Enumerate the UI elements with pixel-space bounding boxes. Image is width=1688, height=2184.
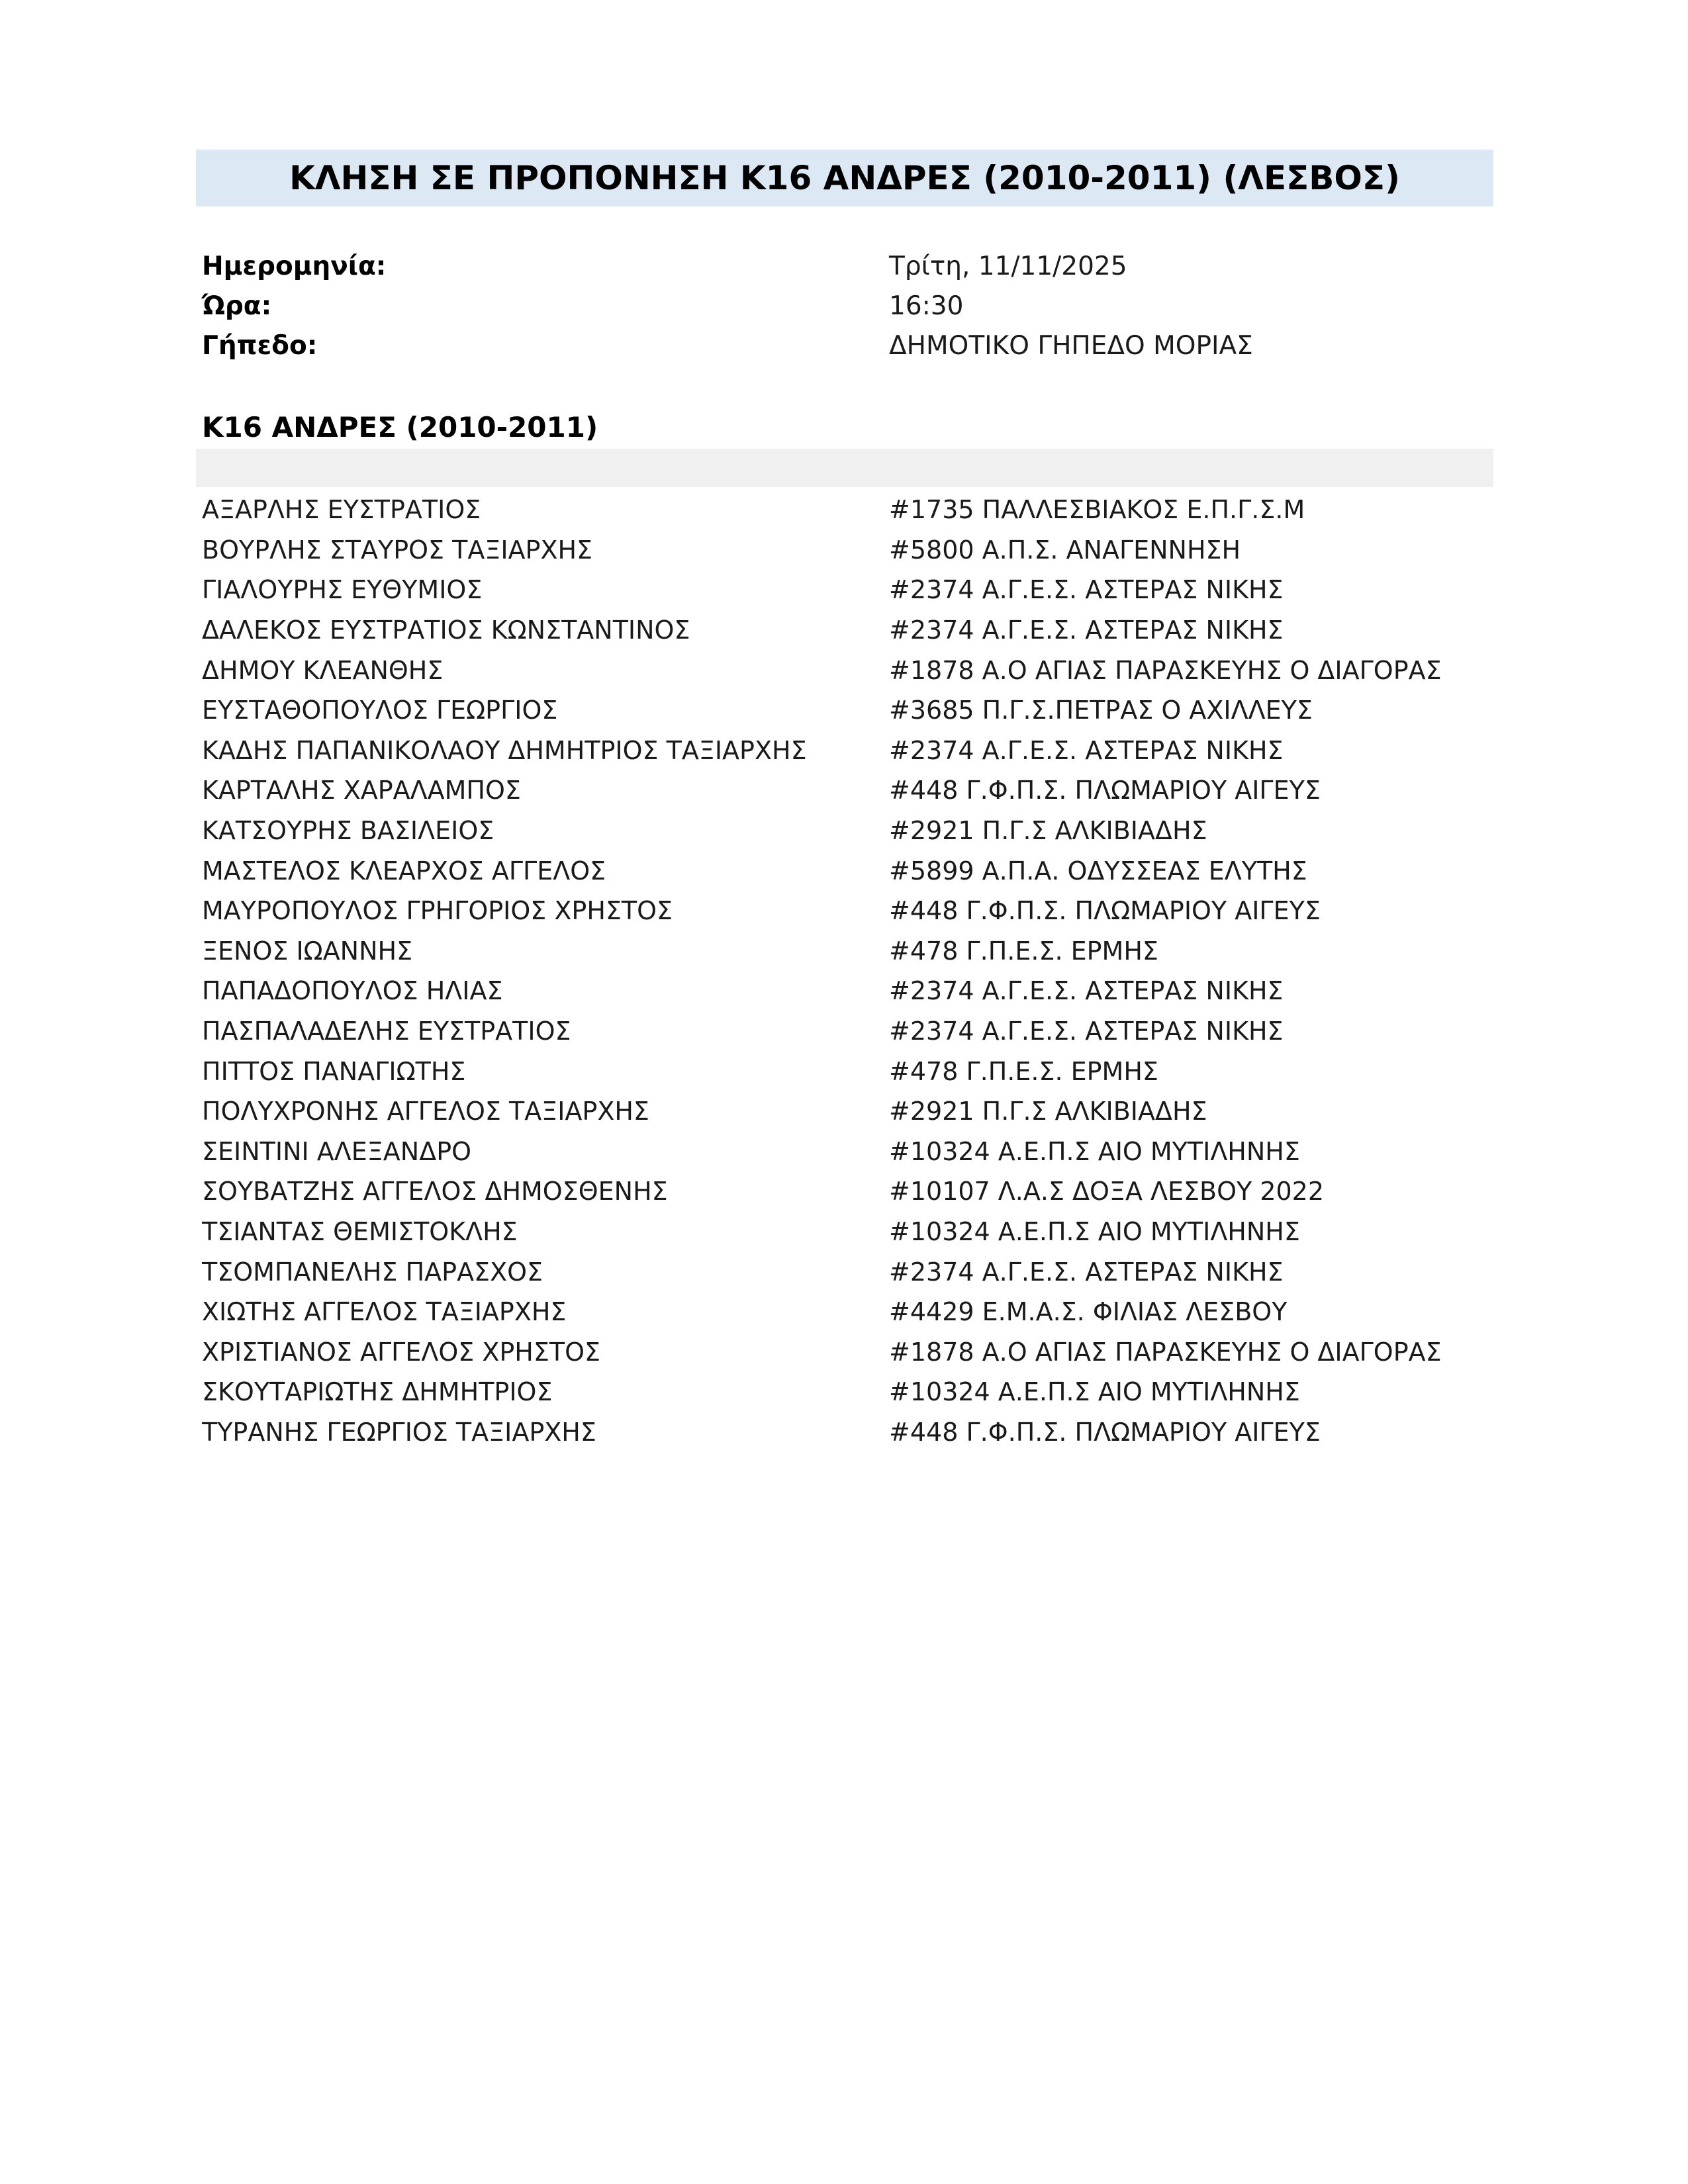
player-club: #3685 Π.Γ.Σ.ΠΕΤΡΑΣ Ο ΑΧΙΛΛΕΥΣ	[889, 696, 1313, 725]
player-row	[202, 931, 1493, 972]
player-name: ΕΥΣΤΑΘΟΠΟΥΛΟΣ ΓΕΩΡΓΙΟΣ	[202, 696, 558, 725]
player-row	[202, 1412, 1493, 1453]
title-bar	[196, 150, 1493, 206]
player-club: #478 Γ.Π.Ε.Σ. ΕΡΜΗΣ	[889, 1056, 1158, 1086]
player-name: ΠΟΛΥΧΡΟΝΗΣ ΑΓΓΕΛΟΣ ΤΑΞΙΑΡΧΗΣ	[202, 1097, 649, 1126]
player-name: ΔΗΜΟΥ ΚΛΕΑΝΘΗΣ	[202, 655, 444, 685]
player-name: ΤΣΟΜΠΑΝΕΛΗΣ ΠΑΡΑΣΧΟΣ	[202, 1257, 543, 1287]
player-club: #448 Γ.Φ.Π.Σ. ΠΛΩΜΑΡΙΟΥ ΑΙΓΕΥΣ	[889, 1417, 1321, 1447]
time-value: 16:30	[889, 291, 964, 321]
player-row	[202, 770, 1493, 811]
info-row-date	[202, 246, 1493, 286]
player-club: #10324 Α.Ε.Π.Σ ΑΙΟ ΜΥΤΙΛΗΝΗΣ	[889, 1377, 1300, 1407]
date-value: Τρίτη, 11/11/2025	[889, 251, 1127, 281]
player-name: ΚΑΔΗΣ ΠΑΠΑΝΙΚΟΛΑΟΥ ΔΗΜΗΤΡΙΟΣ ΤΑΞΙΑΡΧΗΣ	[202, 735, 807, 765]
player-name: ΧΡΙΣΤΙΑΝΟΣ ΑΓΓΕΛΟΣ ΧΡΗΣΤΟΣ	[202, 1337, 601, 1367]
player-club: #2374 Α.Γ.Ε.Σ. ΑΣΤΕΡΑΣ ΝΙΚΗΣ	[889, 1257, 1284, 1287]
session-info	[202, 246, 1493, 365]
time-label: Ώρα:	[202, 291, 272, 321]
player-club: #2374 Α.Γ.Ε.Σ. ΑΣΤΕΡΑΣ ΝΙΚΗΣ	[889, 615, 1284, 645]
document-title: ΚΛΗΣΗ ΣΕ ΠΡΟΠΟΝΗΣΗ Κ16 ΑΝΔΡΕΣ (2010-2011) (ΛΕΣΒΟΣ)	[289, 159, 1400, 197]
player-name: ΠΑΣΠΑΛΑΔΕΛΗΣ ΕΥΣΤΡΑΤΙΟΣ	[202, 1017, 571, 1046]
player-name: ΣΟΥΒΑΤΖΗΣ ΑΓΓΕΛΟΣ ΔΗΜΟΣΘΕΝΗΣ	[202, 1177, 668, 1206]
player-row	[202, 690, 1493, 731]
player-club: #1735 ΠΑΛΛΕΣΒΙΑΚΟΣ Ε.Π.Γ.Σ.Μ	[889, 495, 1305, 525]
date-label: Ημερομηνία:	[202, 251, 387, 281]
player-row	[202, 1132, 1493, 1172]
player-row	[202, 490, 1493, 530]
info-row-venue	[202, 326, 1493, 365]
player-club: #2374 Α.Γ.Ε.Σ. ΑΣΤΕΡΑΣ ΝΙΚΗΣ	[889, 1017, 1284, 1046]
player-row	[202, 1251, 1493, 1292]
venue-value: ΔΗΜΟΤΙΚΟ ΓΗΠΕΔΟ ΜΟΡΙΑΣ	[889, 330, 1253, 361]
player-name: ΒΟΥΡΛΗΣ ΣΤΑΥΡΟΣ ΤΑΞΙΑΡΧΗΣ	[202, 535, 593, 565]
player-club: #2921 Π.Γ.Σ ΑΛΚΙΒΙΑΔΗΣ	[889, 816, 1207, 846]
player-row	[202, 1171, 1493, 1212]
player-name: ΜΑΥΡΟΠΟΥΛΟΣ ΓΡΗΓΟΡΙΟΣ ΧΡΗΣΤΟΣ	[202, 896, 673, 926]
player-club: #5899 Α.Π.Α. ΟΔΥΣΣΕΑΣ ΕΛΥΤΗΣ	[889, 856, 1307, 886]
player-row	[202, 811, 1493, 851]
player-roster	[202, 490, 1493, 1452]
player-row	[202, 1332, 1493, 1372]
player-club: #448 Γ.Φ.Π.Σ. ΠΛΩΜΑΡΙΟΥ ΑΙΓΕΥΣ	[889, 776, 1321, 805]
player-club: #10324 Α.Ε.Π.Σ ΑΙΟ ΜΥΤΙΛΗΝΗΣ	[889, 1216, 1300, 1246]
player-row	[202, 570, 1493, 610]
player-name: ΔΑΛΕΚΟΣ ΕΥΣΤΡΑΤΙΟΣ ΚΩΝΣΤΑΝΤΙΝΟΣ	[202, 615, 690, 645]
player-row	[202, 1091, 1493, 1132]
player-row	[202, 731, 1493, 771]
player-club: #2374 Α.Γ.Ε.Σ. ΑΣΤΕΡΑΣ ΝΙΚΗΣ	[889, 976, 1284, 1006]
player-club: #5800 Α.Π.Σ. ΑΝΑΓΕΝΝΗΣΗ	[889, 535, 1241, 565]
player-row	[202, 971, 1493, 1011]
player-club: #1878 Α.Ο ΑΓΙΑΣ ΠΑΡΑΣΚΕΥΗΣ Ο ΔΙΑΓΟΡΑΣ	[889, 655, 1442, 685]
player-club: #1878 Α.Ο ΑΓΙΑΣ ΠΑΡΑΣΚΕΥΗΣ Ο ΔΙΑΓΟΡΑΣ	[889, 1337, 1442, 1367]
player-club: #2921 Π.Γ.Σ ΑΛΚΙΒΙΑΔΗΣ	[889, 1097, 1207, 1126]
player-name: ΠΑΠΑΔΟΠΟΥΛΟΣ ΗΛΙΑΣ	[202, 976, 503, 1006]
player-name: ΞΕΝΟΣ ΙΩΑΝΝΗΣ	[202, 936, 413, 966]
player-club: #448 Γ.Φ.Π.Σ. ΠΛΩΜΑΡΙΟΥ ΑΙΓΕΥΣ	[889, 896, 1321, 926]
player-row	[202, 891, 1493, 931]
venue-label: Γήπεδο:	[202, 330, 318, 361]
player-name: ΧΙΩΤΗΣ ΑΓΓΕΛΟΣ ΤΑΞΙΑΡΧΗΣ	[202, 1297, 567, 1327]
table-header-band	[196, 449, 1493, 487]
player-club: #10324 Α.Ε.Π.Σ ΑΙΟ ΜΥΤΙΛΗΝΗΣ	[889, 1136, 1300, 1166]
player-name: ΚΑΡΤΑΛΗΣ ΧΑΡΑΛΑΜΠΟΣ	[202, 776, 521, 805]
player-row	[202, 1292, 1493, 1332]
player-row	[202, 1212, 1493, 1252]
player-name: ΣΚΟΥΤΑΡΙΩΤΗΣ ΔΗΜΗΤΡΙΟΣ	[202, 1377, 553, 1407]
player-club: #478 Γ.Π.Ε.Σ. ΕΡΜΗΣ	[889, 936, 1158, 966]
player-club: #4429 Ε.Μ.Α.Σ. ΦΙΛΙΑΣ ΛΕΣΒΟΥ	[889, 1297, 1288, 1327]
player-row	[202, 610, 1493, 651]
player-name: ΑΞΑΡΛΗΣ ΕΥΣΤΡΑΤΙΟΣ	[202, 495, 481, 525]
player-club: #2374 Α.Γ.Ε.Σ. ΑΣΤΕΡΑΣ ΝΙΚΗΣ	[889, 735, 1284, 765]
player-name: ΓΙΑΛΟΥΡΗΣ ΕΥΘΥΜΙΟΣ	[202, 575, 483, 605]
player-club: #2374 Α.Γ.Ε.Σ. ΑΣΤΕΡΑΣ ΝΙΚΗΣ	[889, 575, 1284, 605]
player-name: ΜΑΣΤΕΛΟΣ ΚΛΕΑΡΧΟΣ ΑΓΓΕΛΟΣ	[202, 856, 606, 886]
player-row	[202, 1372, 1493, 1412]
player-row	[202, 1011, 1493, 1052]
player-row	[202, 1051, 1493, 1091]
section-heading: Κ16 ΑΝΔΡΕΣ (2010-2011)	[202, 410, 598, 443]
player-club: #10107 Λ.Α.Σ ΔΟΞΑ ΛΕΣΒΟΥ 2022	[889, 1177, 1325, 1206]
player-name: ΠΙΤΤΟΣ ΠΑΝΑΓΙΩΤΗΣ	[202, 1056, 466, 1086]
player-name: ΤΥΡΑΝΗΣ ΓΕΩΡΓΙΟΣ ΤΑΞΙΑΡΧΗΣ	[202, 1417, 596, 1447]
player-name: ΣΕΙΝΤΙΝΙ ΑΛΕΞΑΝΔΡΟ	[202, 1136, 472, 1166]
player-name: ΤΣΙΑΝΤΑΣ ΘΕΜΙΣΤΟΚΛΗΣ	[202, 1216, 518, 1246]
player-row	[202, 850, 1493, 891]
player-name: ΚΑΤΣΟΥΡΗΣ ΒΑΣΙΛΕΙΟΣ	[202, 816, 494, 846]
player-row	[202, 530, 1493, 570]
player-row	[202, 650, 1493, 690]
info-row-time	[202, 286, 1493, 326]
